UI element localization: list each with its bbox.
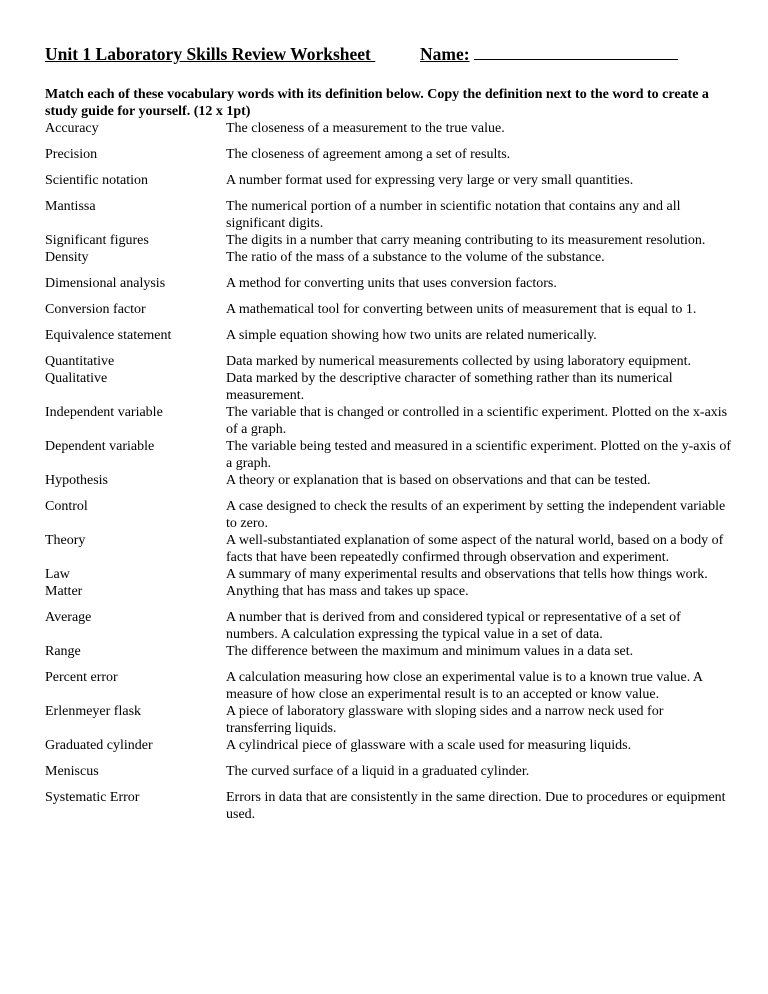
vocab-definition: A case designed to check the results of an experiment by setting the independent variable to zero.	[226, 499, 726, 531]
vocab-row	[45, 472, 745, 489]
vocab-definition: The ratio of the mass of a substance to the volume of the substance.	[226, 250, 605, 265]
vocab-row	[45, 566, 745, 583]
vocab-row	[45, 498, 745, 532]
vocab-definition: A piece of laboratory glassware with sloping sides and a narrow neck used for transferring liquids.	[226, 704, 664, 736]
vocab-term: Law	[45, 567, 70, 582]
vocab-definition: The numerical portion of a number in scientific notation that contains any and all significant digits.	[226, 199, 681, 231]
vocab-definition: Data marked by numerical measurements collected by using laboratory equipment.	[226, 354, 691, 369]
vocab-term: Percent error	[45, 670, 118, 685]
vocab-definition: The curved surface of a liquid in a graduated cylinder.	[226, 764, 530, 779]
worksheet-page	[45, 44, 745, 823]
vocab-row	[45, 703, 745, 737]
vocab-row	[45, 737, 745, 754]
vocab-term: Theory	[45, 533, 86, 548]
vocab-row	[45, 353, 745, 370]
worksheet-title: Unit 1 Laboratory Skills Review Worksheet	[45, 44, 376, 64]
vocab-row	[45, 643, 745, 660]
vocab-definition: A mathematical tool for converting between units of measurement that is equal to 1.	[226, 302, 697, 317]
vocab-term: Dependent variable	[45, 439, 155, 454]
vocab-term: Conversion factor	[45, 302, 146, 317]
vocab-term: Independent variable	[45, 405, 163, 420]
vocab-definition: The closeness of agreement among a set of results.	[226, 147, 511, 162]
vocab-definition: The digits in a number that carry meaning contributing to its measurement resolution.	[226, 233, 706, 248]
vocab-definition: A number format used for expressing very large or very small quantities.	[226, 173, 634, 188]
vocab-row	[45, 198, 745, 232]
vocab-definition: A method for converting units that uses conversion factors.	[226, 276, 557, 291]
vocab-term: Density	[45, 250, 89, 265]
vocab-definition: A cylindrical piece of glassware with a scale used for measuring liquids.	[226, 738, 632, 753]
vocab-term: Meniscus	[45, 764, 99, 779]
vocab-row	[45, 120, 745, 137]
vocab-definition: The closeness of a measurement to the true value.	[226, 121, 505, 136]
vocab-term: Average	[45, 610, 92, 625]
vocab-term: Graduated cylinder	[45, 738, 153, 753]
vocab-row	[45, 789, 745, 823]
vocab-term: Erlenmeyer flask	[45, 704, 142, 719]
vocab-definition: A summary of many experimental results and observations that tells how things work.	[226, 567, 708, 582]
vocab-term: Systematic Error	[45, 790, 140, 805]
vocab-term: Matter	[45, 584, 83, 599]
worksheet-header	[45, 44, 745, 70]
vocab-definition: A well-substantiated explanation of some aspect of the natural world, based on a body of facts that have been repeatedly confirmed through observation and experiment.	[226, 533, 724, 565]
vocab-row	[45, 669, 745, 703]
vocab-definition: A number that is derived from and considered typical or representative of a set of numbers. A calculation expressing the typical value in a set of data.	[226, 610, 681, 642]
vocab-row	[45, 583, 745, 600]
vocabulary-list	[45, 120, 745, 823]
vocab-row	[45, 172, 745, 189]
vocab-term: Quantitative	[45, 354, 115, 369]
vocab-definition: Anything that has mass and takes up space.	[226, 584, 469, 599]
vocab-term: Hypothesis	[45, 473, 108, 488]
vocab-row	[45, 532, 745, 566]
vocab-row	[45, 438, 745, 472]
vocab-term: Precision	[45, 147, 98, 162]
vocab-definition: Data marked by the descriptive character of something rather than its numerical measurement.	[226, 371, 673, 403]
vocab-definition: Errors in data that are consistently in the same direction. Due to procedures or equipment used.	[226, 790, 726, 822]
vocab-definition: A theory or explanation that is based on observations and that can be tested.	[226, 473, 651, 488]
vocab-row	[45, 249, 745, 266]
vocab-definition: The variable being tested and measured in a scientific experiment. Plotted on the y-axis of a graph.	[226, 439, 731, 471]
name-label: Name:	[420, 44, 470, 64]
vocab-term: Control	[45, 499, 88, 514]
vocab-row	[45, 763, 745, 780]
vocab-row	[45, 404, 745, 438]
vocab-row	[45, 609, 745, 643]
vocab-term: Range	[45, 644, 81, 659]
vocab-term: Dimensional analysis	[45, 276, 166, 291]
vocab-row	[45, 232, 745, 249]
vocab-term: Mantissa	[45, 199, 96, 214]
name-blank-line[interactable]	[474, 45, 678, 60]
vocab-row	[45, 370, 745, 404]
vocab-definition: A simple equation showing how two units are related numerically.	[226, 328, 597, 343]
vocab-row	[45, 275, 745, 292]
vocab-term: Scientific notation	[45, 173, 149, 188]
vocab-row	[45, 146, 745, 163]
vocab-row	[45, 327, 745, 344]
vocab-term: Accuracy	[45, 121, 99, 136]
vocab-term: Significant figures	[45, 233, 149, 248]
instructions: Match each of these vocabulary words with its definition below. Copy the definition next to the word to create a study guide for yourself. (12 x 1pt)	[45, 87, 709, 119]
vocab-definition: The variable that is changed or controlled in a scientific experiment. Plotted on the x-axis of a graph.	[226, 405, 728, 437]
vocab-term: Qualitative	[45, 371, 108, 386]
vocab-row	[45, 301, 745, 318]
vocab-term: Equivalence statement	[45, 328, 172, 343]
vocab-definition: The difference between the maximum and minimum values in a data set.	[226, 644, 634, 659]
vocab-definition: A calculation measuring how close an experimental value is to a known true value. A measure of how close an experimental result is to an accepted or know value.	[226, 670, 703, 702]
